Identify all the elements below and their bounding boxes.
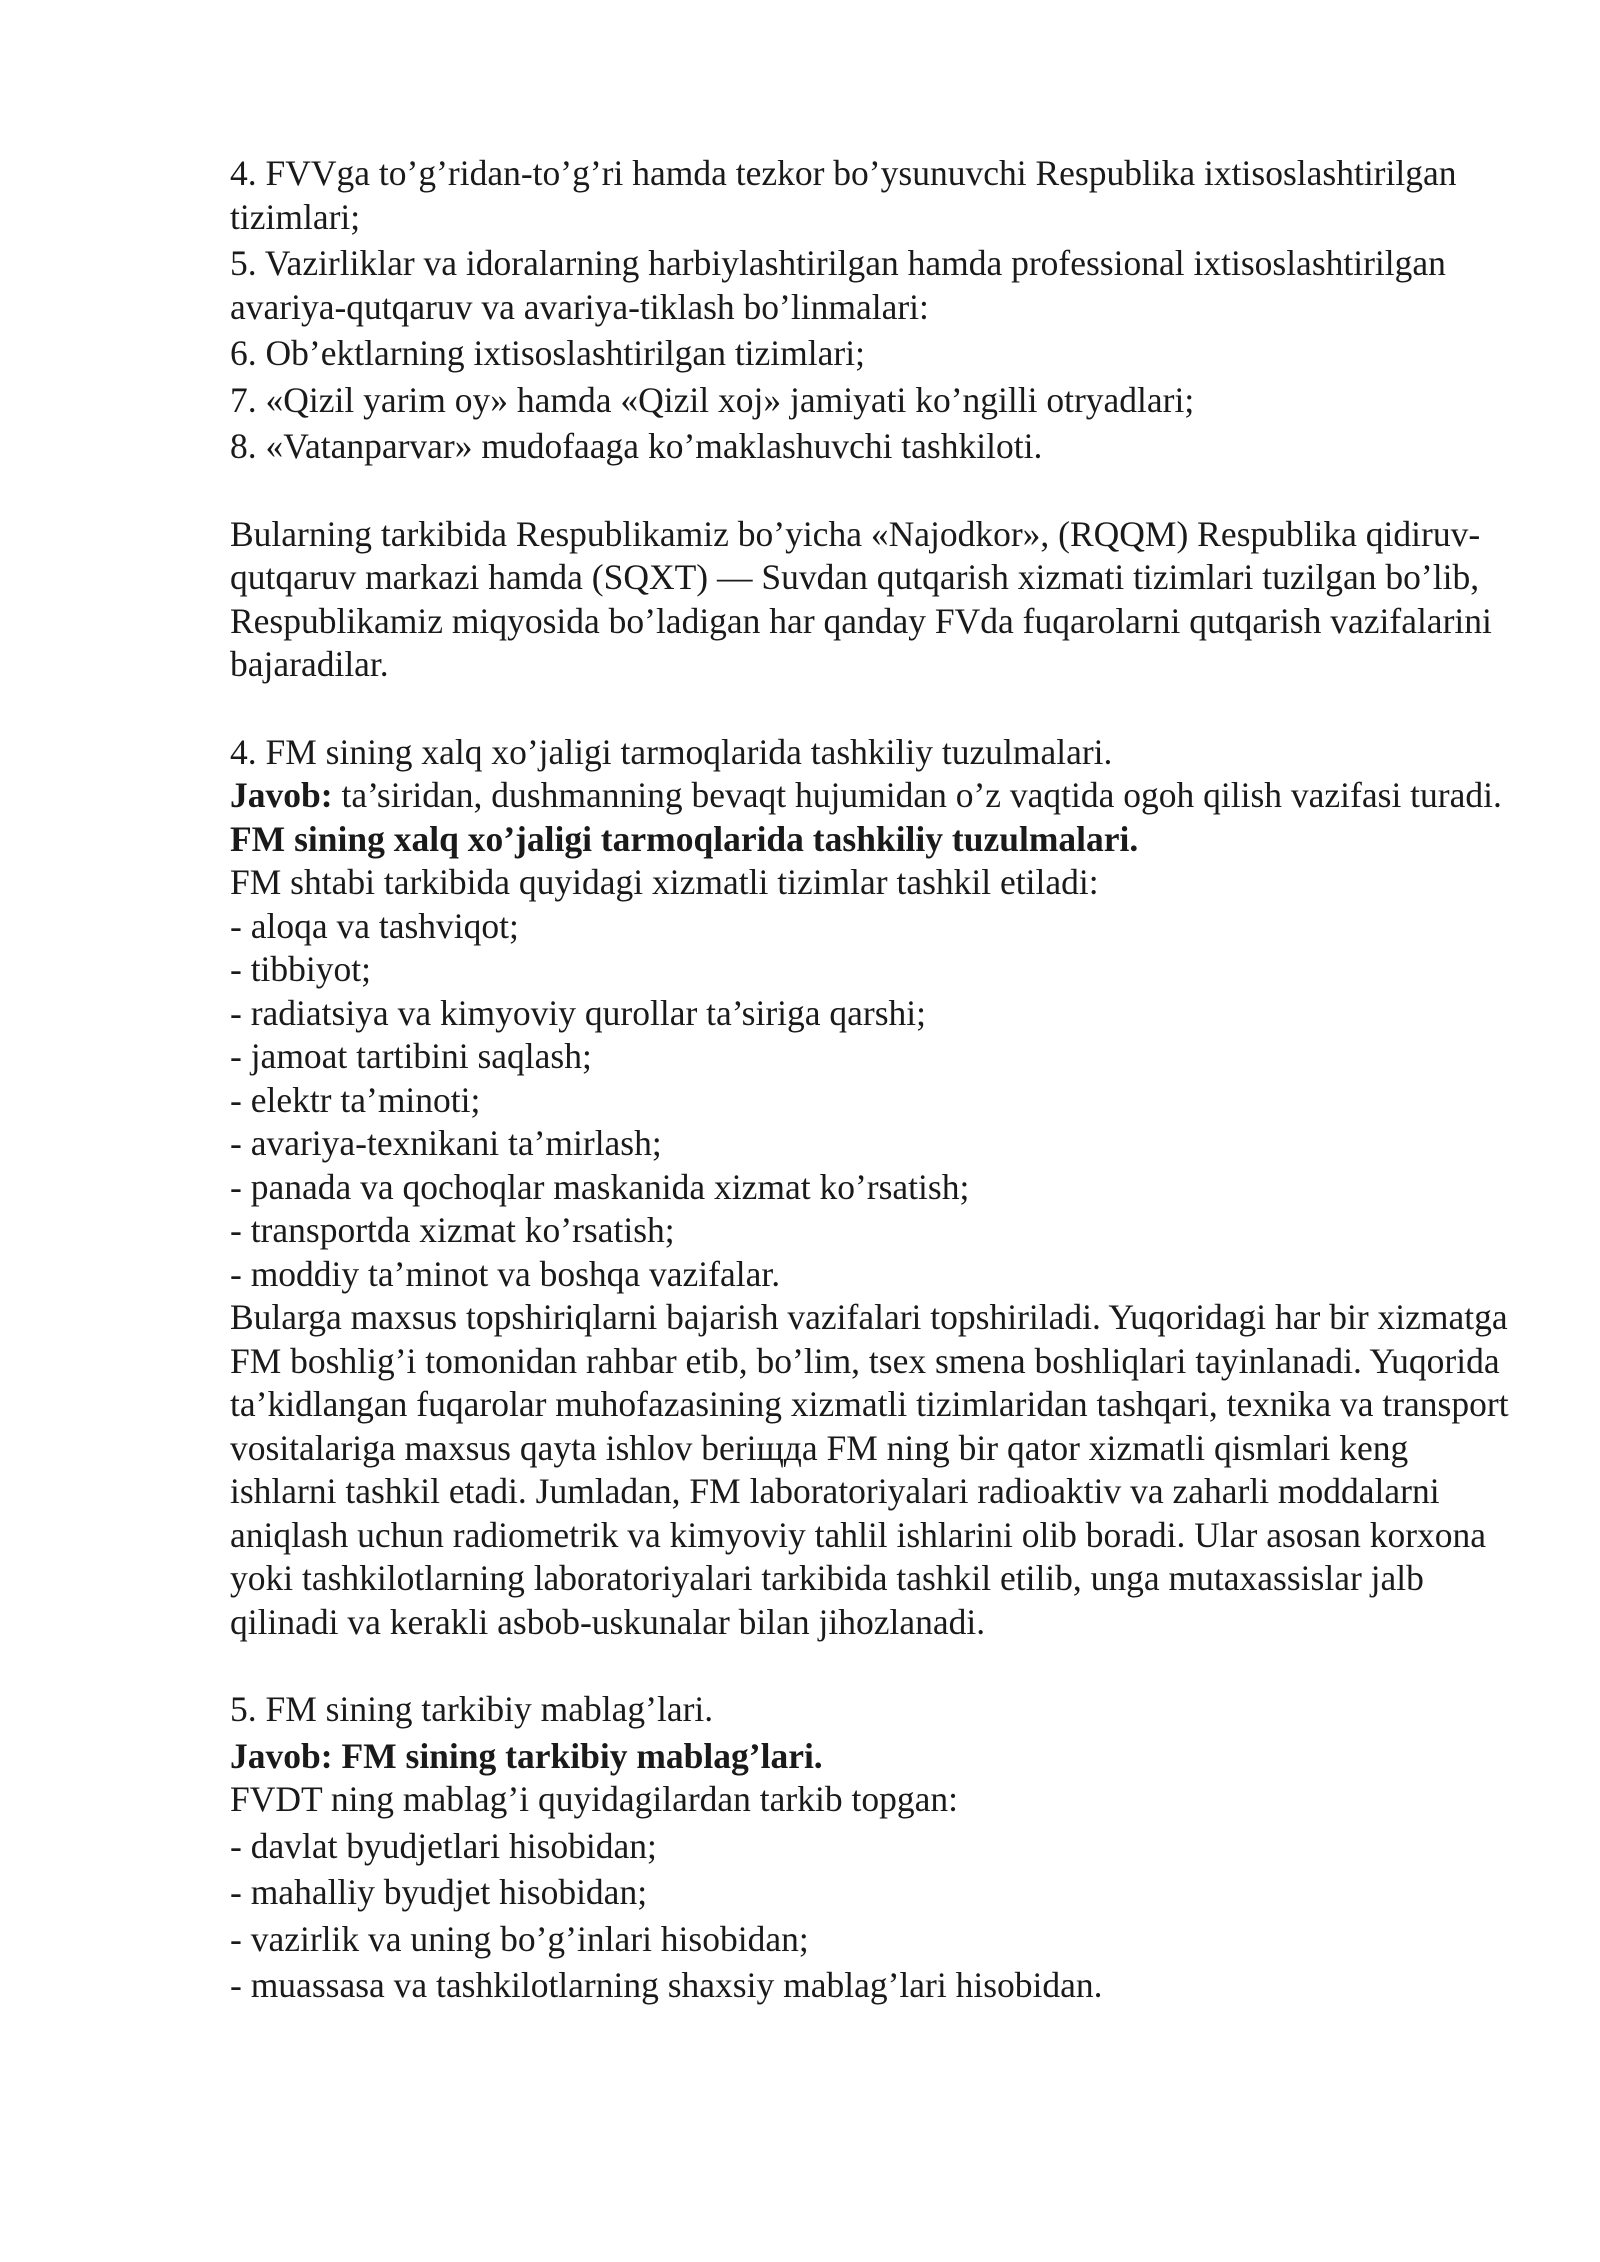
list-item: 5. Vazirliklar va idoralarning harbiylashtirilgan hamda professional ixtisoslashtirilgan avariya-qutqaruv va avariya-tiklash bo’linmalari:: [230, 243, 1446, 327]
answer-heading: Javob: FM sining tarkibiy mablag’lari.: [230, 1735, 823, 1776]
document-page: [230, 152, 1510, 2008]
list-item: - jamoat tartibini saqlash;: [230, 1036, 592, 1076]
paragraph: Bularning tarkibida Respublikamiz bo’yicha «Najodkor», (RQQM) Respublika qidiruv-qutqaruv markazi hamda (SQXT) — Suvdan qutqarish xizmati tizimlari tuzilgan bo’lib, Respublikamiz miqyosida bo’ladigan har qanday FVda fuqarolarni qutqarish vazifalarini bajaradilar.: [230, 513, 1492, 684]
section-intro: FM shtabi tarkibida quyidagi xizmatli tizimlar tashkil etiladi:: [230, 862, 1099, 902]
list-item: - mahalliy byudjet hisobidan;: [230, 1872, 648, 1912]
list-item: - tibbiyot;: [230, 949, 372, 989]
list-item: - elektr ta’minoti;: [230, 1079, 481, 1120]
list-item: - avariya-texnikani ta’mirlash;: [230, 1123, 662, 1163]
list-item: - davlat byudjetlari hisobidan;: [230, 1825, 657, 1866]
list-item: - vazirlik va uning bo’g’inlari hisobidan;: [230, 1918, 809, 1959]
list-item: 7. «Qizil yarim oy» hamda «Qizil xoj» jamiyati ko’ngilli otryadlari;: [230, 379, 1195, 420]
list-item: 8. «Vatanparvar» mudofaaga ko’maklashuvchi tashkiloti.: [230, 426, 1043, 466]
answer-4: [230, 774, 1510, 818]
list-item: 6. Ob’ektlarning ixtisoslashtirilgan tizimlari;: [230, 333, 865, 373]
list-item: 4. FVVga to’g’ridan-to’g’ri hamda tezkor bo’ysunuvchi Respublika ixtisoslashtirilgan tizimlari;: [230, 153, 1457, 237]
list-item: - transportda xizmat ko’rsatish;: [230, 1210, 675, 1250]
question-4: 4. FM sining xalq xo’jaligi tarmoqlarida tashkiliy tuzulmalari.: [230, 731, 1113, 772]
question-5: 5. FM sining tarkibiy mablag’lari.: [230, 1689, 714, 1729]
list-item: - moddiy ta’minot va boshqa vazifalar.: [230, 1253, 781, 1294]
list-item: - radiatsiya va kimyoviy qurollar ta’siriga qarshi;: [230, 992, 927, 1033]
section-heading: FM sining xalq xo’jaligi tarmoqlarida tashkiliy tuzulmalari.: [230, 818, 1139, 859]
answer-text: ta’siridan, dushmanning bevaqt hujumidan o’z vaqtida ogoh qilish vazifasi turadi.: [332, 775, 1502, 815]
list-item: - muassasa va tashkilotlarning shaxsiy mablag’lari hisobidan.: [230, 1965, 1103, 2005]
list-item: - panada va qochoqlar maskanida xizmat ko’rsatish;: [230, 1166, 970, 1207]
paragraph: Bularga maxsus topshiriqlarni bajarish vazifalari topshiriladi. Yuqoridagi har bir xizmatga FM boshlig’i tomonidan rahbar etib, bo’lim, tsex smena boshliqlari tayinlanadi. Yuqorida ta’kidlangan fuqarolar muhofazasining xizmatli tizimlaridan tashqari, texnika va transport vositalariga maxsus qayta ishlov beriщда FM ning bir qator xizmatli qismlari keng ishlarni tashkil etadi. Jumladan, FM laboratoriyalari radioaktiv va zaharli moddalarni aniqlash uchun radiometrik va kimyoviy tahlil ishlarini olib boradi. Ular asosan korxona yoki tashkilotlarning laboratoriyalari tarkibida tashkil etilib, unga mutaxassislar jalb qilinadi va kerakli asbob-uskunalar bilan jihozlanadi.: [230, 1297, 1509, 1642]
section-intro: FVDT ning mablag’i quyidagilardan tarkib topgan:: [230, 1779, 958, 1819]
list-item: - aloqa va tashviqot;: [230, 905, 519, 946]
answer-label: Javob:: [230, 775, 333, 815]
